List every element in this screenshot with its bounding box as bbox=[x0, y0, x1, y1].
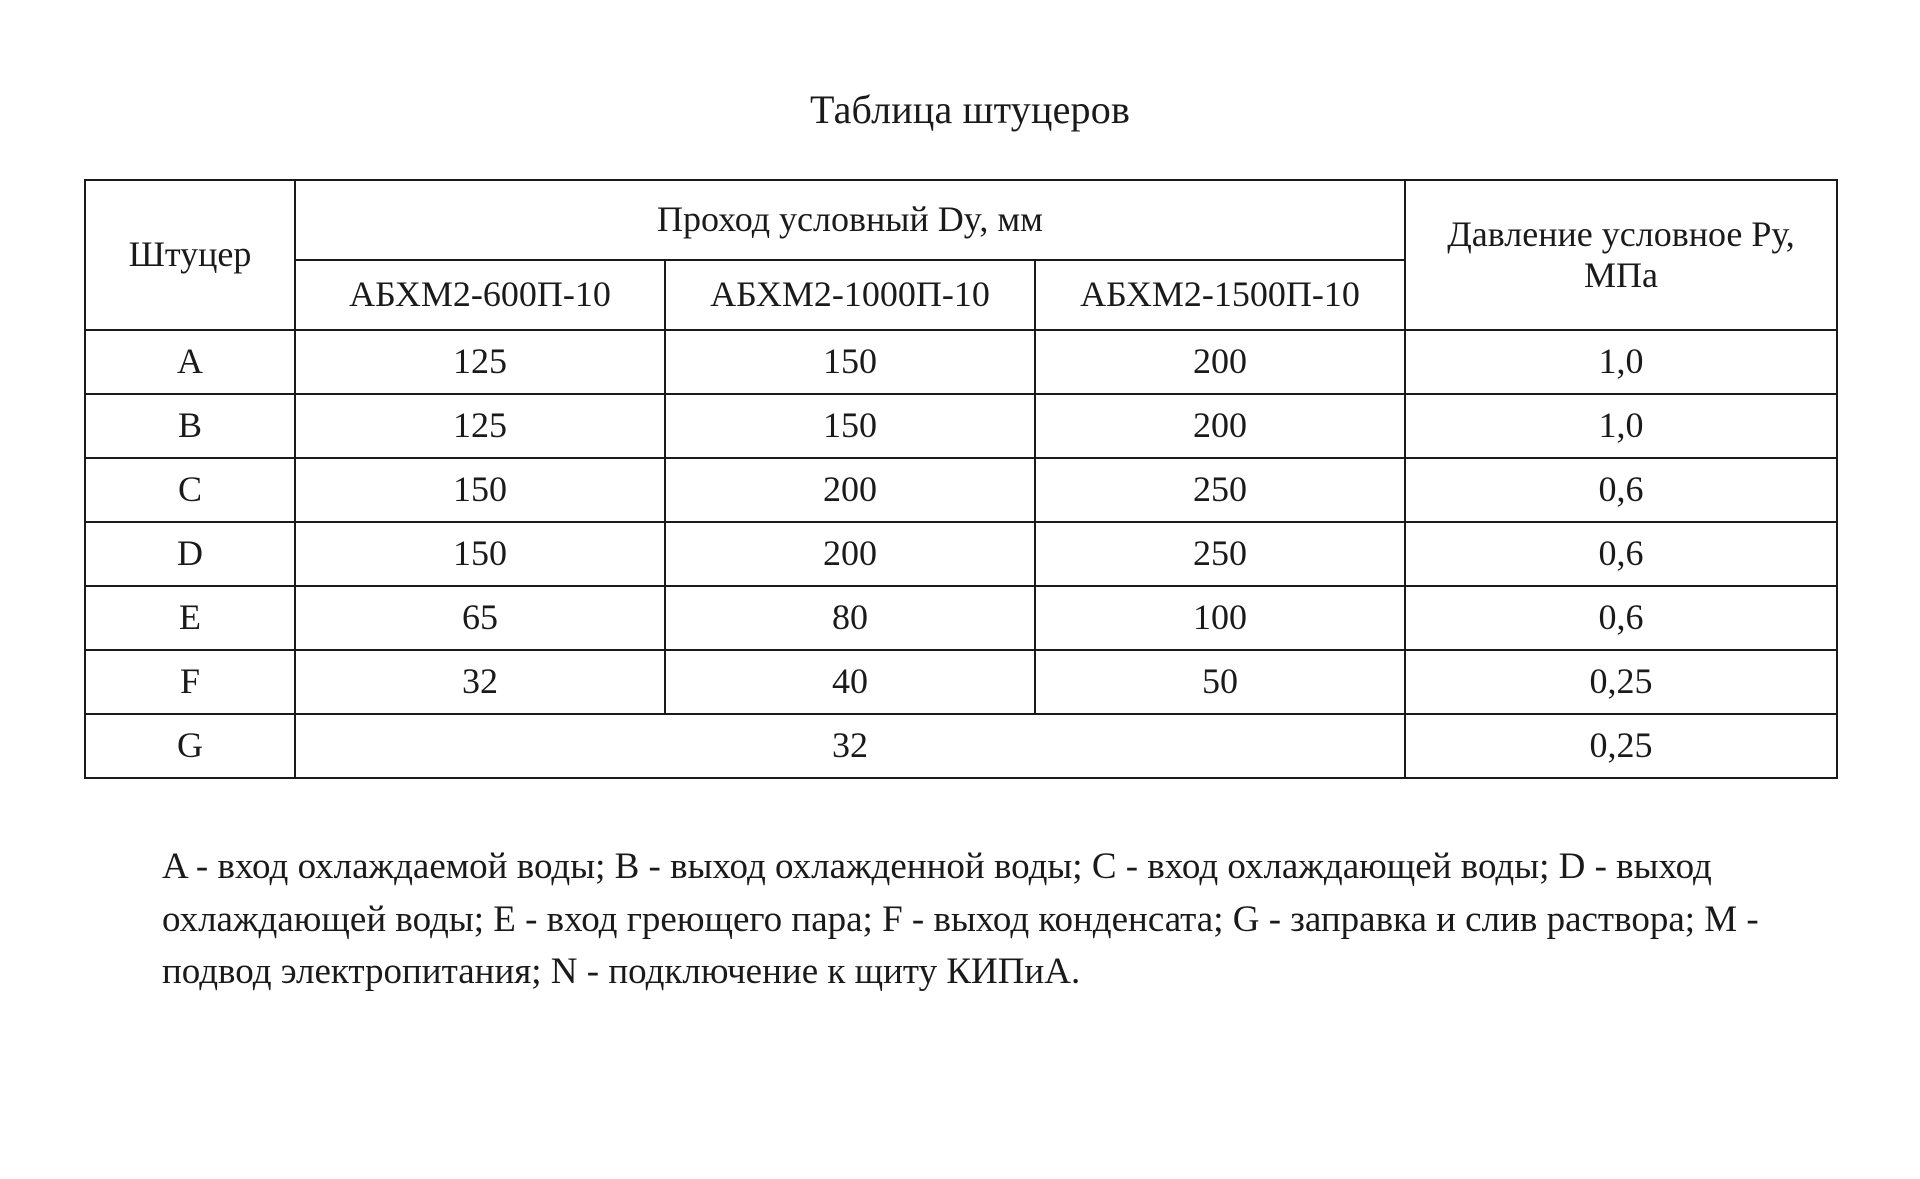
cell-nozzle: C bbox=[85, 458, 295, 522]
cell-dy-1: 32 bbox=[295, 650, 665, 714]
cell-nozzle: G bbox=[85, 714, 295, 778]
table-row bbox=[85, 458, 1837, 522]
cell-pressure: 0,25 bbox=[1405, 714, 1837, 778]
cell-dy-3: 200 bbox=[1035, 330, 1405, 394]
header-passage-group: Проход условный Dy, мм bbox=[295, 180, 1405, 260]
cell-pressure: 1,0 bbox=[1405, 330, 1837, 394]
cell-dy-2: 150 bbox=[665, 330, 1035, 394]
nozzle-table bbox=[84, 179, 1838, 779]
cell-nozzle: E bbox=[85, 586, 295, 650]
cell-dy-3: 200 bbox=[1035, 394, 1405, 458]
header-nozzle: Штуцер bbox=[85, 180, 295, 330]
header-model-2: АБХМ2-1000П-10 bbox=[665, 260, 1035, 330]
cell-dy-2: 200 bbox=[665, 522, 1035, 586]
cell-dy-3: 50 bbox=[1035, 650, 1405, 714]
cell-pressure: 0,6 bbox=[1405, 458, 1837, 522]
table-header bbox=[85, 180, 1837, 330]
cell-dy-1: 150 bbox=[295, 522, 665, 586]
legend-notes: A - вход охлаждаемой воды; B - выход охлажденной воды; C - вход охлаждающей воды; D - выход охлаждающей воды; E - вход греющего пара; F - выход конденсата; G - заправка и слив раствора; M - подвод электропитания; N - подключение к щиту КИПиА. bbox=[162, 846, 1759, 993]
cell-pressure: 1,0 bbox=[1405, 394, 1837, 458]
cell-dy-2: 200 bbox=[665, 458, 1035, 522]
header-pressure: Давление условное Ру, МПа bbox=[1405, 180, 1837, 330]
cell-pressure: 0,6 bbox=[1405, 586, 1837, 650]
header-model-3: АБХМ2-1500П-10 bbox=[1035, 260, 1405, 330]
table-row bbox=[85, 330, 1837, 394]
cell-dy-2: 40 bbox=[665, 650, 1035, 714]
cell-dy-3: 250 bbox=[1035, 458, 1405, 522]
table-row bbox=[85, 714, 1837, 778]
cell-pressure: 0,6 bbox=[1405, 522, 1837, 586]
cell-dy-3: 250 bbox=[1035, 522, 1405, 586]
table-header-row-1 bbox=[85, 180, 1837, 260]
cell-dy-3: 100 bbox=[1035, 586, 1405, 650]
page-title: Таблица штуцеров bbox=[809, 87, 1131, 132]
cell-dy-2: 150 bbox=[665, 394, 1035, 458]
header-model-1: АБХМ2-600П-10 bbox=[295, 260, 665, 330]
table-row bbox=[85, 394, 1837, 458]
table-row bbox=[85, 650, 1837, 714]
cell-nozzle: D bbox=[85, 522, 295, 586]
cell-dy-2: 80 bbox=[665, 586, 1035, 650]
cell-dy-1: 150 bbox=[295, 458, 665, 522]
cell-pressure: 0,25 bbox=[1405, 650, 1837, 714]
cell-dy-1: 65 bbox=[295, 586, 665, 650]
cell-dy-1: 125 bbox=[295, 330, 665, 394]
table-body bbox=[85, 330, 1837, 778]
cell-dy-merged: 32 bbox=[295, 714, 1405, 778]
table-row bbox=[85, 586, 1837, 650]
cell-nozzle: A bbox=[85, 330, 295, 394]
cell-nozzle: B bbox=[85, 394, 295, 458]
nozzle-table-container bbox=[84, 133, 1836, 779]
cell-nozzle: F bbox=[85, 650, 295, 714]
table-row bbox=[85, 522, 1837, 586]
cell-dy-1: 125 bbox=[295, 394, 665, 458]
